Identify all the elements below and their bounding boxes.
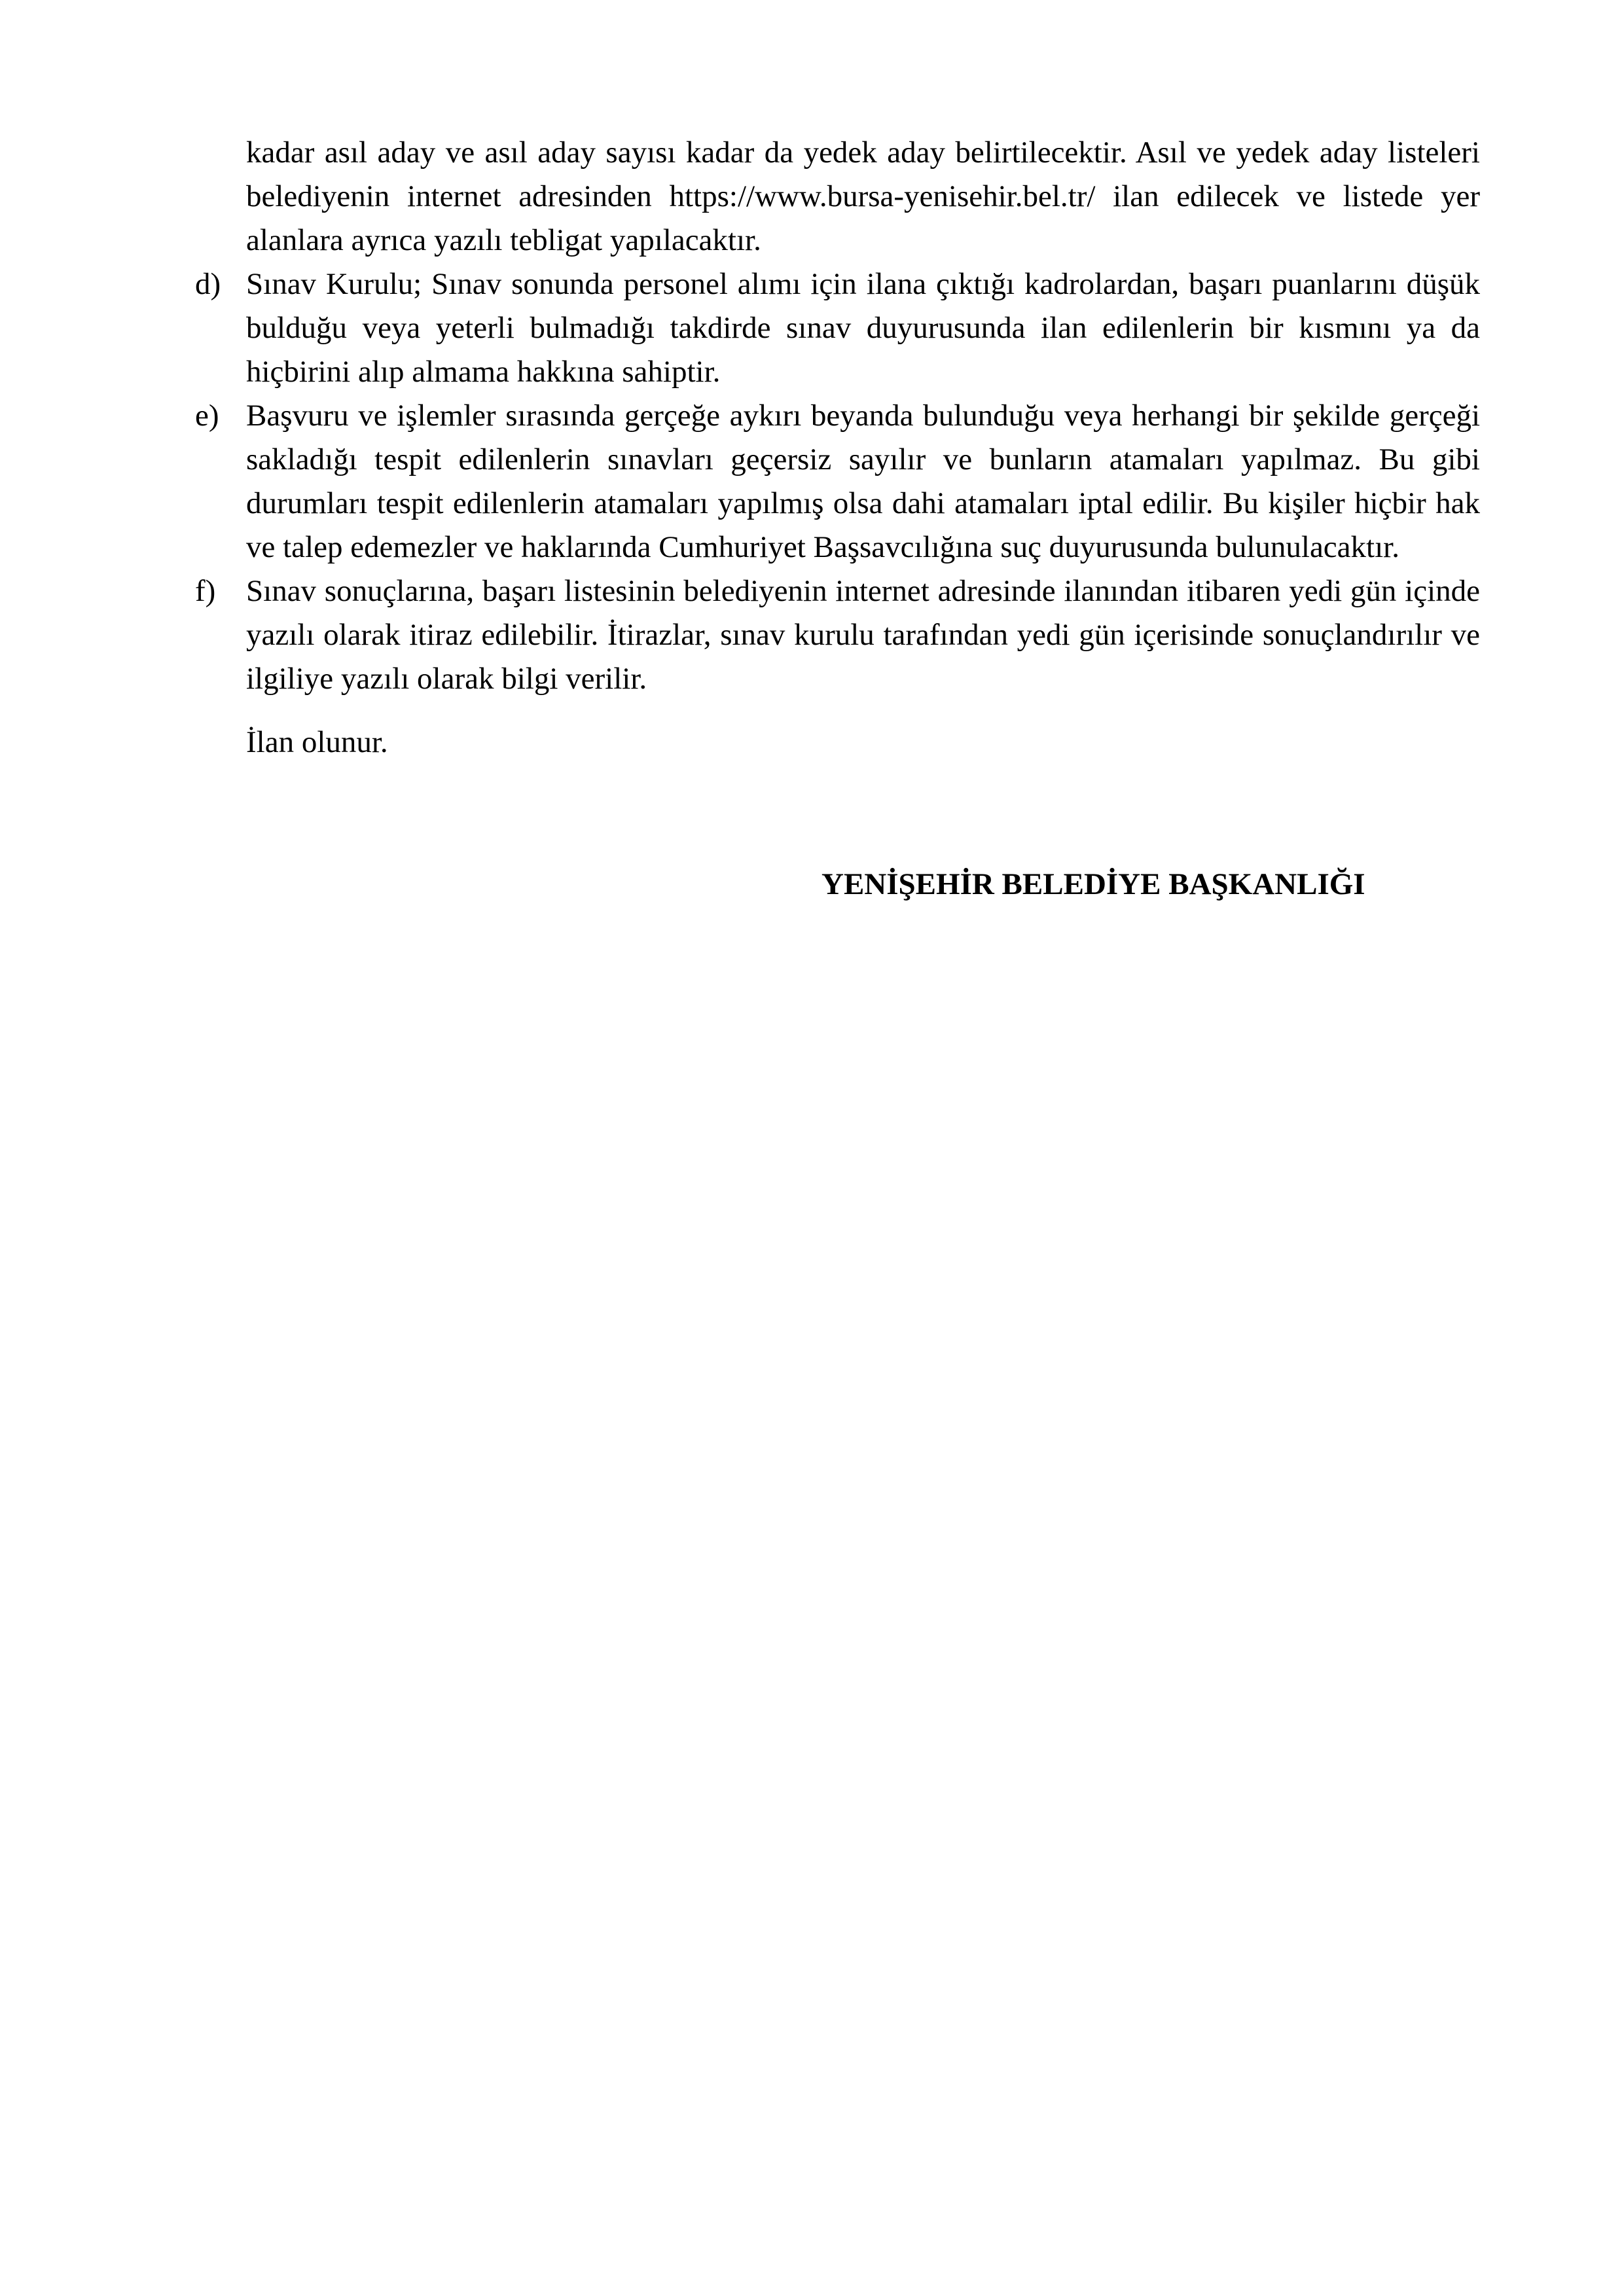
list-item-label: e) [195, 399, 219, 433]
list-item-label: f) [195, 574, 216, 608]
list-item-text: Başvuru ve işlemler sırasında gerçeğe aykırı beyanda bulunduğu veya herhangi bir şekilde gerçeği sakladığı tespit edilenlerin sınavları geçersiz sayılır ve bunların atamaları yapılmaz. Bu gibi durumları tespit edilenlerin atamaları yapılmış olsa dahi atamaları iptal edilir. Bu kişiler hiçbir hak ve talep edemezler ve haklarında Cumhuriyet Başsavcılığına suç duyurusunda bulunulacaktır. [246, 399, 1480, 564]
continuation-text: kadar asıl aday ve asıl aday sayısı kadar da yedek aday belirtilecektir. Asıl ve yedek aday listeleri belediyenin internet adresinden https://www.bursa-yenisehir.bel.tr/ ilan edilecek ve listede yer alanlara ayrıca yazılı tebligat yapılacaktır. [246, 135, 1480, 257]
list-item-d [195, 262, 1480, 394]
continuation-paragraph [195, 131, 1480, 262]
list-item-f [195, 569, 1480, 701]
document-body [195, 131, 1480, 764]
closing-line: İlan olunur. [246, 725, 388, 759]
list-item-e [195, 394, 1480, 569]
list-item-text: Sınav sonuçlarına, başarı listesinin belediyenin internet adresinde ilanından itibaren yedi gün içinde yazılı olarak itiraz edilebilir. İtirazlar, sınav kurulu tarafından yedi gün içerisinde sonuçlandırılır ve ilgiliye yazılı olarak bilgi verilir. [246, 574, 1480, 696]
list-item-label: d) [195, 267, 221, 301]
list-item-text: Sınav Kurulu; Sınav sonunda personel alımı için ilana çıktığı kadrolardan, başarı puanlarını düşük bulduğu veya yeterli bulmadığı takdirde sınav duyurusunda ilan edilenlerin bir kısmını ya da hiçbirini alıp almama hakkına sahiptir. [246, 267, 1480, 389]
signature-block: YENİŞEHİR BELEDİYE BAŞKANLIĞI [821, 867, 1365, 901]
